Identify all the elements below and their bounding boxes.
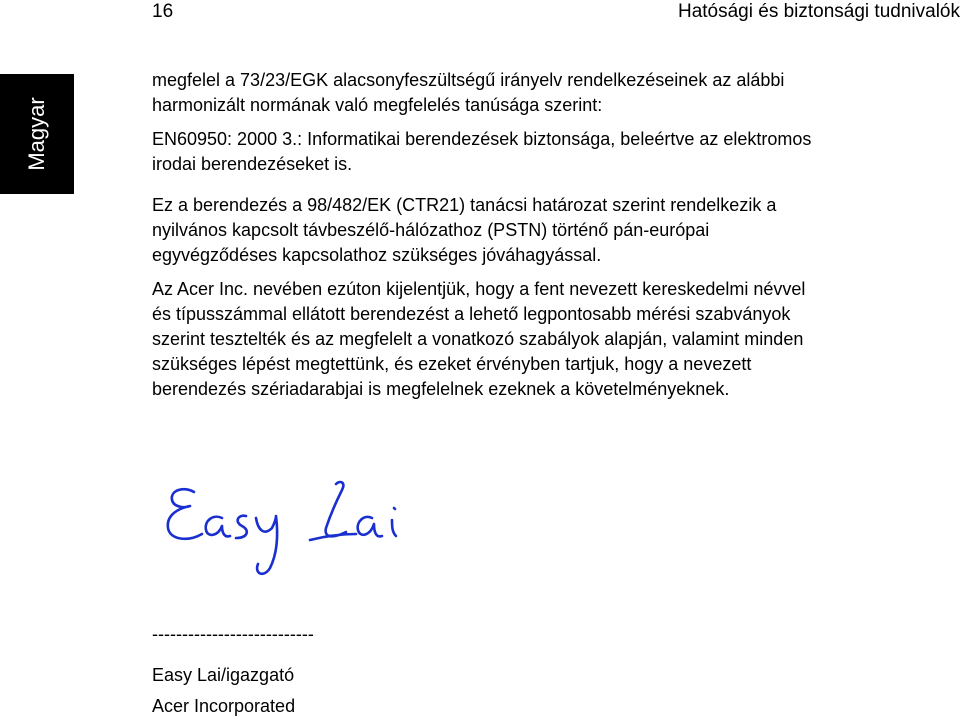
text-line: berendezés szériadarabjai is megfelelnek ezeknek a követelményeknek. (152, 379, 730, 399)
signature-line: --------------------------- (152, 624, 314, 644)
text-line: EN60950: 2000 3.: Informatikai berendezések biztonsága, beleértve az elektromos (152, 129, 812, 149)
paragraph-standard (152, 127, 942, 177)
language-tab (0, 74, 74, 194)
text-line: Az Acer Inc. nevében ezúton kijelentjük, hogy a fent nevezett kereskedelmi névvel (152, 279, 806, 299)
handwritten-signature (160, 470, 440, 590)
paragraph-directive (152, 68, 942, 118)
page-number: 16 (152, 1, 174, 22)
text-line: és típusszámmal ellátott berendezést a lehető legpontosabb mérési szabványok (152, 304, 791, 324)
text-line: Ez a berendezés a 98/482/EK (CTR21) tanácsi határozat szerint rendelkezik a (152, 195, 777, 215)
text-line: harmonizált normának való megfelelés tanúsága szerint: (152, 95, 603, 115)
text-line: szükséges lépést megtettünk, és ezeket érvényben tartjuk, hogy a nevezett (152, 354, 752, 374)
paragraph-declaration (152, 277, 942, 402)
text-line: nyilvános kapcsolt távbeszélő-hálózathoz (PSTN) történő pán-európai (152, 220, 710, 240)
paragraph-telecom (152, 193, 942, 268)
text-line: egyvégződéses kapcsolathoz szükséges jóváhagyással. (152, 245, 602, 265)
language-tab-label: Magyar (24, 97, 49, 171)
text-line: megfelel a 73/23/EGK alacsonyfeszültségű irányelv rendelkezéseinek az alábbi (152, 70, 785, 90)
company-name: Acer Incorporated (152, 696, 296, 716)
body-text (152, 68, 942, 402)
running-title: Hatósági és biztonsági tudnivalók (677, 1, 960, 22)
text-line: irodai berendezéseket is. (152, 154, 353, 174)
text-line: szerint tesztelték és az megfelelt a vonatkozó szabályok alapján, valamint minden (152, 329, 804, 349)
signer-name: Easy Lai/igazgató (152, 665, 295, 685)
